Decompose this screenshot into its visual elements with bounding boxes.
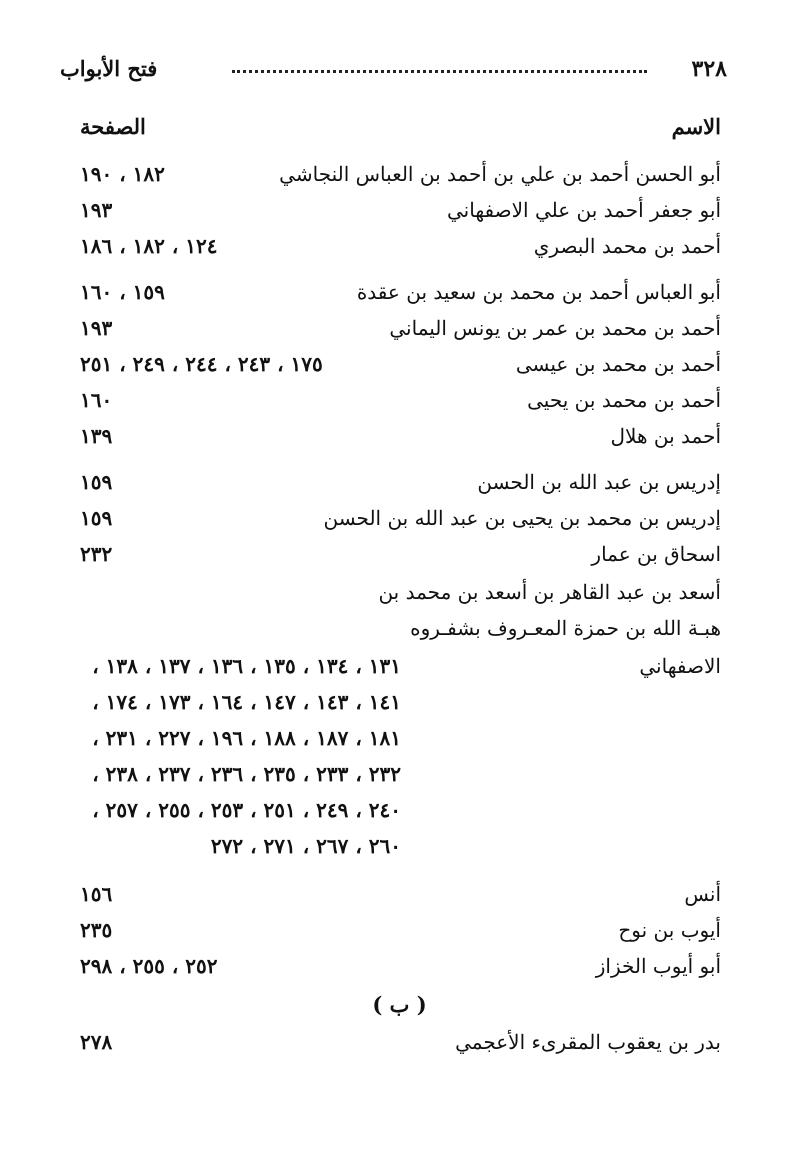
section-letter-heading: ( ب ) <box>372 992 427 1017</box>
index-entry <box>0 312 799 348</box>
entry-pages: ١٨٢ ، ١٩٠ <box>80 162 165 186</box>
entry-pages: ١٧٥ ، ٢٤٣ ، ٢٤٤ ، ٢٤٩ ، ٢٥١ <box>80 352 323 376</box>
page-column-header: الصفحة <box>80 114 146 139</box>
index-entry <box>0 158 799 194</box>
entry-name: أحمد بن محمد بن عمر بن يونس اليماني <box>389 316 721 340</box>
entry-name: أحمد بن محمد بن يحيى <box>527 388 721 412</box>
entry-name: أنس <box>684 882 721 906</box>
entry-pages-line-1: ١٣١ ، ١٣٤ ، ١٣٥ ، ١٣٦ ، ١٣٧ ، ١٣٨ ، <box>92 654 401 678</box>
entry-pages: ١٥٩ <box>80 506 113 530</box>
running-header <box>60 52 727 92</box>
page-number: ٣٢٨ <box>691 56 727 82</box>
entry-pages: ٢٧٨ <box>80 1030 113 1054</box>
entry-name: أبو جعفر أحمد بن علي الاصفهاني <box>446 198 721 222</box>
index-entry-long <box>0 576 799 612</box>
index-entry <box>0 538 799 574</box>
index-entry <box>0 230 799 266</box>
entry-pages: ٢٥٢ ، ٢٥٥ ، ٢٩٨ <box>80 954 218 978</box>
entry-pages-line-6: ٢٦٠ ، ٢٦٧ ، ٢٧١ ، ٢٧٢ <box>210 834 401 858</box>
index-entry-long <box>0 612 799 648</box>
index-entry <box>0 914 799 950</box>
book-title: فتح الأبواب <box>60 56 158 81</box>
index-entry <box>0 348 799 384</box>
entry-pages: ١٥٩ ، ١٦٠ <box>80 280 165 304</box>
index-entry <box>0 1026 799 1062</box>
entry-name-line-3: الاصفهاني <box>639 654 721 678</box>
entry-pages: ٢٣٢ <box>80 542 113 566</box>
entry-name: أبو العباس أحمد بن محمد بن سعيد بن عقدة <box>356 280 721 304</box>
index-entry <box>0 384 799 420</box>
entry-name: أيوب بن نوح <box>618 918 721 942</box>
entry-name: إدريس بن عبد الله بن الحسن <box>477 470 721 494</box>
index-entry-long <box>0 722 799 758</box>
entry-name-line-1: أسعد بن عبد القاهر بن أسعد بن محمد بن <box>378 580 721 604</box>
entry-pages: ١٢٤ ، ١٨٢ ، ١٨٦ <box>80 234 218 258</box>
entry-pages: ١٩٣ <box>80 198 113 222</box>
entry-name-line-2: هبـة الله بن حمزة المعـروف بشفـروه <box>410 616 721 640</box>
index-entry-long <box>0 794 799 830</box>
index-entry-long <box>0 830 799 866</box>
entry-pages: ١٥٩ <box>80 470 113 494</box>
index-entry <box>0 878 799 914</box>
entry-name: أحمد بن محمد بن عيسى <box>515 352 721 376</box>
entry-name: أبو أيوب الخزاز <box>595 954 721 978</box>
header-leader-dots <box>232 70 647 73</box>
index-entry-long <box>0 686 799 722</box>
index-entry <box>0 950 799 986</box>
entry-name: إدريس بن محمد بن يحيى بن عبد الله بن الحسن <box>323 506 721 530</box>
index-entry <box>0 420 799 456</box>
name-column-header: الاسم <box>671 114 721 139</box>
index-entry <box>0 502 799 538</box>
index-entry-long <box>0 758 799 794</box>
index-entry <box>0 194 799 230</box>
entry-pages-line-2: ١٤١ ، ١٤٣ ، ١٤٧ ، ١٦٤ ، ١٧٣ ، ١٧٤ ، <box>92 690 401 714</box>
entry-name: أبو الحسن أحمد بن علي بن أحمد بن العباس النجاشي <box>279 162 721 186</box>
entry-name: أحمد بن هلال <box>610 424 721 448</box>
entry-pages: ١٦٠ <box>80 388 113 412</box>
entry-pages-line-4: ٢٣٢ ، ٢٣٣ ، ٢٣٥ ، ٢٣٦ ، ٢٣٧ ، ٢٣٨ ، <box>92 762 401 786</box>
entry-name: أحمد بن محمد البصري <box>533 234 721 258</box>
index-entry <box>0 276 799 312</box>
entry-pages: ٢٣٥ <box>80 918 113 942</box>
entry-name: اسحاق بن عمار <box>591 542 721 566</box>
entry-pages: ١٣٩ <box>80 424 113 448</box>
index-entry <box>0 466 799 502</box>
index-entry-long <box>0 650 799 686</box>
entry-pages: ١٥٦ <box>80 882 113 906</box>
entry-name: بدر بن يعقوب المقرىء الأعجمي <box>455 1030 721 1054</box>
entry-pages: ١٩٣ <box>80 316 113 340</box>
entry-pages-line-5: ٢٤٠ ، ٢٤٩ ، ٢٥١ ، ٢٥٣ ، ٢٥٥ ، ٢٥٧ ، <box>92 798 401 822</box>
entry-pages-line-3: ١٨١ ، ١٨٧ ، ١٨٨ ، ١٩٦ ، ٢٢٧ ، ٢٣١ ، <box>92 726 401 750</box>
